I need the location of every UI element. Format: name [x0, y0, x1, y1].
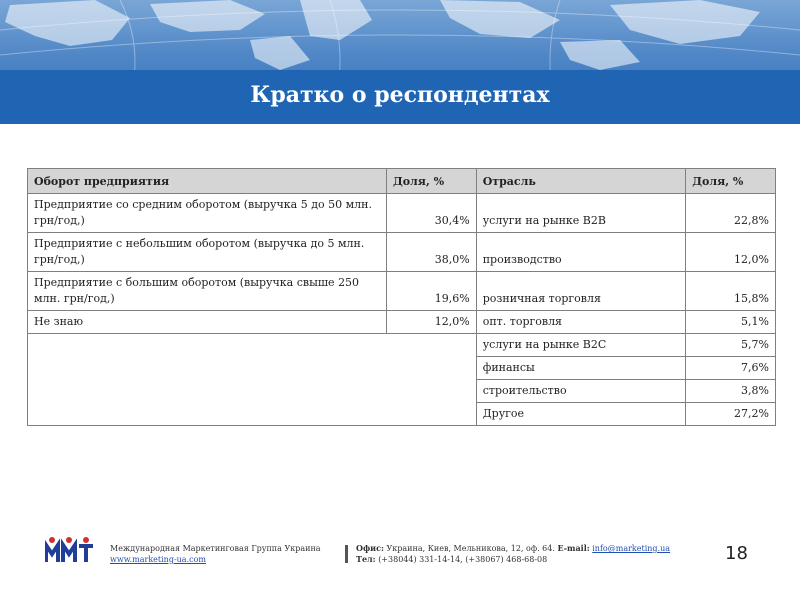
- page-number: 18: [725, 543, 748, 564]
- contact-info: [356, 543, 670, 565]
- turnover-label: Не знаю: [28, 311, 387, 334]
- org-name: Международная Маркетинговая Группа Украина: [110, 544, 321, 553]
- page-title: Кратко о респондентах: [250, 82, 550, 108]
- header-turnover: Оборот предприятия: [28, 169, 387, 194]
- table-row: [28, 194, 776, 233]
- turnover-share: 38,0%: [386, 233, 476, 272]
- industry-label: финансы: [476, 357, 686, 380]
- industry-share: 5,7%: [686, 334, 776, 357]
- industry-share: 7,6%: [686, 357, 776, 380]
- table-header-row: [28, 169, 776, 194]
- phone-label: Тел:: [356, 554, 376, 564]
- industry-label: услуги на рынке B2C: [476, 334, 686, 357]
- industry-label: услуги на рынке B2B: [476, 194, 686, 233]
- turnover-label: Предприятие с большим оборотом (выручка свыше 250 млн. грн/год,): [28, 272, 387, 311]
- header-industry: Отрасль: [476, 169, 686, 194]
- turnover-share: 12,0%: [386, 311, 476, 334]
- table-row: [28, 233, 776, 272]
- industry-label: Другое: [476, 403, 686, 426]
- turnover-label: Предприятие со средним оборотом (выручка 5 до 50 млн. грн/год,): [28, 194, 387, 233]
- industry-share: 27,2%: [686, 403, 776, 426]
- industry-share: 22,8%: [686, 194, 776, 233]
- mmg-logo: [45, 536, 93, 562]
- empty-cell: [28, 334, 477, 426]
- org-website-link[interactable]: www.marketing-ua.com: [110, 555, 206, 564]
- industry-share: 12,0%: [686, 233, 776, 272]
- table-row: [28, 334, 776, 357]
- office-address: Украина, Киев, Мельникова, 12, оф. 64.: [386, 544, 555, 553]
- industry-label: производство: [476, 233, 686, 272]
- industry-share: 3,8%: [686, 380, 776, 403]
- respondents-table: [27, 168, 776, 426]
- phone-numbers: (+38044) 331-14-14, (+38067) 468-68-08: [378, 555, 548, 564]
- org-info: [110, 543, 321, 565]
- turnover-label: Предприятие с небольшим оборотом (выручка до 5 млн. грн/год,): [28, 233, 387, 272]
- table-row: [28, 272, 776, 311]
- office-label: Офис:: [356, 543, 384, 553]
- industry-label: розничная торговля: [476, 272, 686, 311]
- header-share-1: Доля, %: [386, 169, 476, 194]
- email-link[interactable]: info@marketing.ua: [592, 544, 671, 553]
- turnover-share: 30,4%: [386, 194, 476, 233]
- table-row: [28, 311, 776, 334]
- turnover-share: 19,6%: [386, 272, 476, 311]
- industry-label: строительство: [476, 380, 686, 403]
- industry-share: 5,1%: [686, 311, 776, 334]
- industry-share: 15,8%: [686, 272, 776, 311]
- email-label: E-mail:: [557, 543, 590, 553]
- industry-label: опт. торговля: [476, 311, 686, 334]
- footer-divider: [345, 545, 348, 563]
- header-share-2: Доля, %: [686, 169, 776, 194]
